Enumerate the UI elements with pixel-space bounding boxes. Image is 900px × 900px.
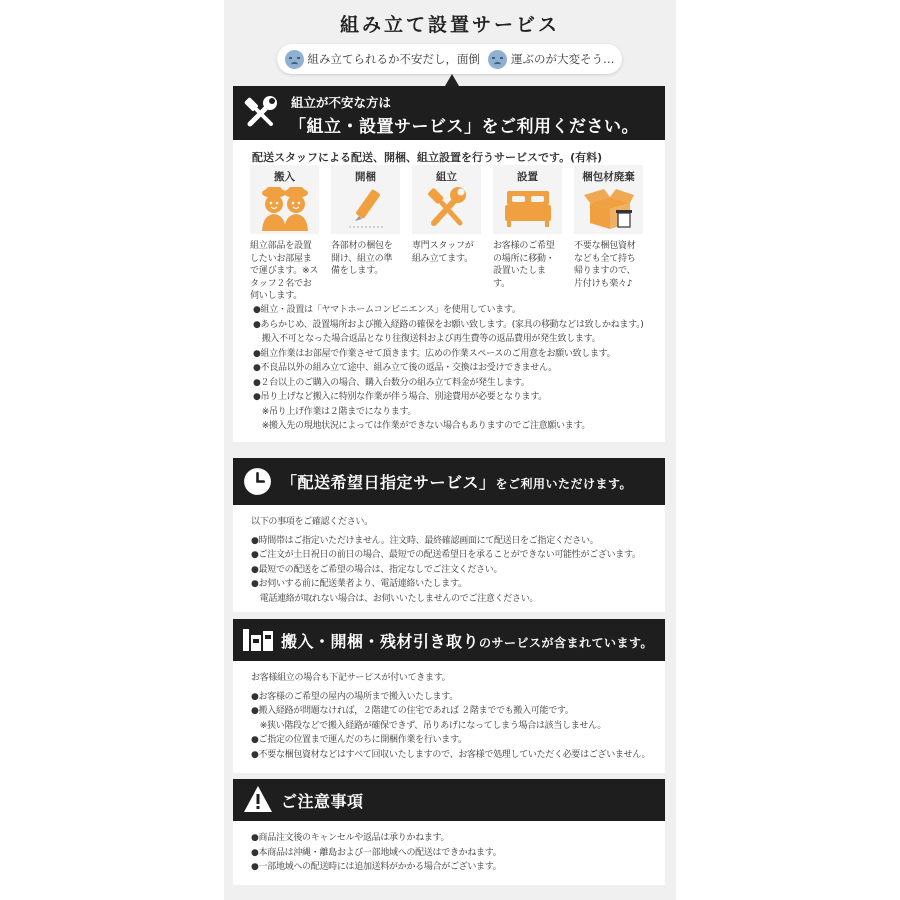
assembly-heading-line2: 「組立・設置サービス」をご利用ください。 — [289, 117, 639, 137]
note: 電話連絡が取れない場合は、お伺いいたしませんのでご注意ください。 — [251, 593, 539, 604]
delivery-date-heading-main: 「配送希望日指定サービス」 — [281, 473, 496, 492]
delivery-date-card — [233, 505, 665, 612]
note: ●一部地域への配送時には追加送料がかかる場合がございます。 — [251, 862, 502, 872]
assembly-intro: 配送スタッフによる配送、開梱、組立設置を行うサービスです。(有料) — [252, 151, 603, 164]
step-box — [574, 165, 643, 234]
bed-icon — [503, 183, 553, 231]
worried-face-icon — [488, 50, 507, 69]
step-title: 組立 — [436, 171, 457, 183]
caution-notes — [251, 831, 661, 875]
delivery-date-intro: 以下の事項をご確認ください。 — [251, 517, 373, 527]
note: ※狭い階段などで搬入経路が確保できず、吊りあげになってしまう場合は該当しません。 — [251, 720, 607, 731]
step-desc: お客様のご希望の場所に移動・設置いたします。 — [493, 241, 555, 289]
carry-in-banner — [233, 619, 665, 661]
note: ●本商品は沖縄・離島および一部地域への配送はできかねます。 — [251, 847, 502, 858]
assembly-card — [233, 140, 665, 442]
carry-in-intro: お客様組立の場合も下記サービスが付いてきます。 — [251, 673, 451, 683]
step-box — [412, 165, 481, 234]
carry-in-heading-main: 搬入・開梱・残材引き取り — [281, 632, 480, 651]
caution-card — [233, 821, 665, 885]
page-panel — [224, 0, 676, 900]
carry-in-heading — [281, 629, 653, 652]
delivery-staff-icon — [260, 183, 310, 231]
delivery-date-heading-suffix: をご利用いただけます。 — [495, 477, 633, 491]
note: ●組立作業はお部屋で作業させて頂きます。広めの作業スペースのご用意をお願い致します。 — [253, 348, 616, 359]
delivery-boxes-icon — [242, 627, 274, 653]
clock-icon — [242, 466, 273, 497]
step-title: 搬入 — [274, 171, 295, 183]
step-box — [250, 165, 319, 234]
step-box — [331, 165, 400, 234]
step-disposal — [574, 165, 643, 303]
carry-in-notes — [251, 671, 661, 762]
note: ●不良品以外の組み立て途中、組み立て後の返品・交換はお受けできません。 — [253, 363, 557, 373]
tools-icon — [241, 93, 281, 133]
bubble-pointer — [445, 74, 459, 86]
note: ●最短での配送をご希望の場合は、指定なしでご注文ください。 — [251, 564, 503, 575]
warning-icon — [243, 785, 273, 813]
note: ●吊り上げなど搬入に特別な作業が伴う場合、別途費用が必要となります。 — [253, 392, 547, 402]
wrench-screwdriver-icon — [422, 183, 472, 231]
note: ●あらかじめ、設置場所および搬入経路の確保をお願い致します。(家具の移動などは致しかねます。) — [253, 319, 644, 330]
note: ●２台以上のご購入の場合、購入台数分の組み立て料金が発生します。 — [253, 377, 530, 388]
step-unpack — [331, 165, 400, 303]
worry-text-2: 運ぶのが大変そう… — [511, 52, 615, 66]
carry-in-card — [233, 661, 665, 773]
step-title: 設置 — [517, 171, 538, 183]
assembly-notes — [253, 303, 658, 434]
delivery-date-notes — [251, 515, 661, 606]
worried-face-icon — [285, 50, 304, 69]
step-delivery — [250, 165, 319, 303]
delivery-date-heading — [281, 470, 632, 493]
cutter-knife-icon — [341, 183, 391, 231]
step-desc: 組立部品を設置したいお部屋まで運びます。※スタッフ２名でお伺いします。 — [250, 241, 319, 301]
note: 搬入不可となった場合返品となり往復送料および再生費等の返品費用が発生致します。 — [253, 334, 601, 344]
worry-text-1: 組み立てられるか不安だし，面倒 — [307, 52, 480, 66]
step-install — [493, 165, 562, 303]
service-steps — [250, 165, 643, 303]
step-desc: 各部材の梱包を開け、組立の準備をします。 — [331, 241, 393, 276]
worry-1 — [285, 50, 481, 69]
assembly-banner — [233, 86, 665, 140]
note: ●商品注文後のキャンセルや返品は承りかねます。 — [251, 833, 450, 843]
step-title: 開梱 — [355, 171, 376, 183]
assembly-heading-line1: 組立が不安な方は — [291, 95, 392, 110]
step-assemble — [412, 165, 481, 303]
worry-2 — [488, 50, 615, 69]
note: ●お伺いする前に配送業者より、電話連絡いたします。 — [251, 579, 467, 589]
box-trash-icon — [584, 183, 634, 231]
carry-in-heading-suffix: のサービスが含まれています。 — [479, 636, 654, 650]
step-title: 梱包材廃棄 — [582, 171, 635, 183]
note: ●お客様のご希望の屋内の場所まで搬入いたします。 — [251, 691, 458, 702]
caution-banner — [233, 779, 665, 821]
note: ※吊り上げ作業は２階までになります。 — [253, 406, 417, 417]
note: ※搬入先の現地状況によっては作業ができない場合もありますのでご注意願います。 — [253, 421, 591, 431]
note: ●搬入経路が問題なければ，２階建ての住宅であれば ２階まででも搬入可能です。 — [251, 706, 574, 716]
note: ●ご注文が土日祝日の前日の場合、最短での配送希望日を承ることができない可能性がございます。 — [251, 550, 641, 560]
note: ●不要な梱包資材などはすべて回収いたしますので、お客様で処理していただく必要はございません。 — [251, 749, 651, 760]
worries-bubble — [277, 44, 622, 74]
caution-heading: ご注意事項 — [281, 792, 364, 811]
note: ●ご指定の位置まで運んだのちに開梱作業を行います。 — [251, 735, 467, 745]
note: ●時間帯はご指定いただけません。注文時、最終確認画面にて配送日をご指定ください。 — [251, 535, 599, 546]
page-title: 組み立て設置サービス — [339, 14, 560, 36]
delivery-date-banner — [233, 458, 665, 505]
step-desc: 専門スタッフが組み立てます。 — [412, 241, 474, 264]
note: ●組立・設置は「ヤマトホームコンビニエンス」を使用しています。 — [253, 305, 521, 315]
step-desc: 不要な梱包資材なども全て持ち帰りますので、片付けも楽々♪ — [574, 241, 636, 289]
step-box — [493, 165, 562, 234]
